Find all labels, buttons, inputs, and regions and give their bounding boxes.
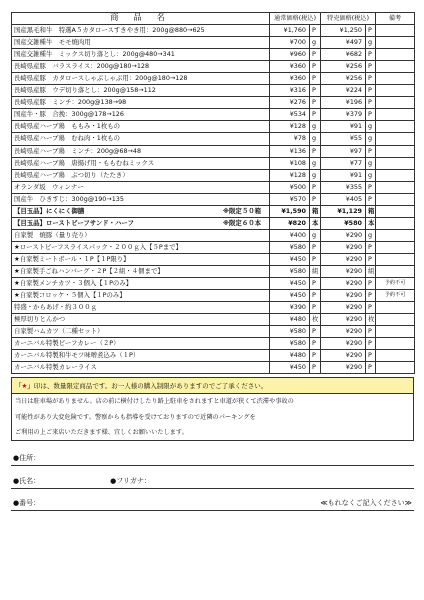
product-name-cell	[12, 217, 270, 229]
product-name-cell	[12, 290, 270, 302]
note-cell	[376, 314, 415, 326]
product-name-cell	[12, 314, 270, 326]
regular-price: ¥500	[270, 181, 310, 193]
product-name-cell	[12, 350, 270, 362]
table-row	[12, 350, 415, 362]
product-name: 長崎県産ハーブ鶏 むね肉・1枚もの	[14, 134, 120, 143]
closing-note: ≪もれなくご記入ください≫	[320, 499, 412, 508]
product-name-cell	[12, 49, 270, 61]
regular-price: ¥580	[270, 338, 310, 350]
special-price: ¥91	[321, 169, 366, 181]
special-price: ¥682	[321, 49, 366, 61]
note-cell	[376, 85, 415, 97]
product-name-cell	[12, 37, 270, 49]
header-regular-price: 通常価格(税込)	[270, 13, 321, 25]
product-name: カーニバル特製和牛モツ味噌煮込み（１P）	[14, 351, 140, 360]
note-cell	[376, 350, 415, 362]
note-cell	[376, 241, 415, 253]
special-price: ¥580	[321, 217, 366, 229]
product-name-cell	[12, 97, 270, 109]
limited-quantity-label: ※限定５０箱	[222, 206, 261, 215]
regular-unit: P	[310, 338, 321, 350]
special-price: ¥290	[321, 350, 366, 362]
special-price: ¥290	[321, 326, 366, 338]
special-unit: P	[366, 25, 376, 37]
product-name: 国産牛・豚 合挽：300g@178→126	[14, 110, 124, 119]
special-price: ¥1,129	[321, 205, 366, 217]
note-cell	[376, 121, 415, 133]
regular-unit: P	[310, 326, 321, 338]
regular-unit: P	[310, 290, 321, 302]
note-cell	[376, 37, 415, 49]
regular-unit: P	[310, 241, 321, 253]
table-row	[12, 25, 415, 37]
regular-unit: P	[310, 97, 321, 109]
table-row	[12, 121, 415, 133]
special-unit: P	[366, 290, 376, 302]
customer-form	[11, 443, 414, 511]
special-unit: P	[366, 253, 376, 265]
regular-unit: P	[310, 85, 321, 97]
regular-unit: P	[310, 302, 321, 314]
product-name: 特盛・からあげ・約３００ｇ	[14, 303, 98, 312]
regular-price: ¥450	[270, 290, 310, 302]
product-name: 自家製ハムカツ（二種セット）	[14, 327, 104, 336]
product-name: 長崎県産ハーブ鶏 ももみ・1枚もの	[14, 122, 120, 131]
regular-price: ¥390	[270, 302, 310, 314]
header-note: 備考	[376, 13, 415, 25]
product-name-cell	[12, 265, 270, 277]
note-cell	[376, 253, 415, 265]
regular-unit: P	[310, 49, 321, 61]
table-row	[12, 49, 415, 61]
product-name-cell	[12, 338, 270, 350]
table-header-row	[12, 13, 415, 25]
regular-price: ¥534	[270, 109, 310, 121]
product-name-cell	[12, 205, 270, 217]
product-name: 長崎県産ハーブ鶏 ミンチ：200g@68→48	[14, 146, 142, 155]
note-cell	[376, 169, 415, 181]
address-label: ●住所：	[13, 454, 41, 463]
regular-price: ¥450	[270, 278, 310, 290]
note-cell	[376, 181, 415, 193]
note-cell: 予約不可	[376, 290, 415, 302]
limited-notice	[12, 378, 414, 394]
regular-price: ¥128	[270, 169, 310, 181]
special-unit: P	[366, 326, 376, 338]
table-row	[12, 338, 415, 350]
special-unit: g	[366, 169, 376, 181]
parking-notice	[12, 394, 414, 441]
table-row	[12, 169, 415, 181]
product-name: 長崎県産豚 ウデ切り落とし：200g@158→112	[14, 86, 156, 95]
product-name: カーニバル特製ビーフカレー（２P）	[14, 339, 120, 348]
special-price: ¥290	[321, 314, 366, 326]
table-row	[12, 109, 415, 121]
product-name-cell	[12, 241, 270, 253]
product-name-cell	[12, 157, 270, 169]
note-cell	[376, 61, 415, 73]
regular-price: ¥960	[270, 49, 310, 61]
regular-price: ¥1,760	[270, 25, 310, 37]
regular-price: ¥1,590	[270, 205, 310, 217]
regular-unit: P	[310, 61, 321, 73]
special-price: ¥290	[321, 265, 366, 277]
product-name: ★自家製メンチカツ・３個入【１Pのみ】	[14, 279, 133, 288]
regular-unit: 本	[310, 217, 321, 229]
special-unit: P	[366, 109, 376, 121]
regular-unit: g	[310, 133, 321, 145]
special-price: ¥77	[321, 157, 366, 169]
note-cell	[376, 157, 415, 169]
regular-unit: P	[310, 362, 321, 374]
address-field[interactable]	[11, 443, 414, 466]
regular-price: ¥580	[270, 241, 310, 253]
regular-unit: g	[310, 157, 321, 169]
regular-unit: g	[310, 229, 321, 241]
note-cell	[376, 73, 415, 85]
note-cell: 予約不可	[376, 278, 415, 290]
special-unit: P	[366, 49, 376, 61]
regular-price: ¥480	[270, 350, 310, 362]
limited-quantity-label: ※限定６０本	[222, 218, 261, 227]
table-row	[12, 217, 415, 229]
special-unit: P	[366, 73, 376, 85]
phone-field[interactable]	[11, 488, 414, 511]
special-unit: g	[366, 121, 376, 133]
regular-price: ¥400	[270, 229, 310, 241]
regular-price: ¥450	[270, 253, 310, 265]
special-unit: P	[366, 181, 376, 193]
special-unit: g	[366, 157, 376, 169]
table-row	[12, 229, 415, 241]
table-row	[12, 145, 415, 157]
special-price: ¥196	[321, 97, 366, 109]
special-unit: g	[366, 133, 376, 145]
special-unit: P	[366, 338, 376, 350]
special-price: ¥290	[321, 290, 366, 302]
regular-unit: g	[310, 169, 321, 181]
limited-notice-text: 印は、数量限定商品です。お一人様の購入制限がありますのでご了承ください。	[33, 382, 268, 391]
special-unit: P	[366, 241, 376, 253]
regular-price: ¥820	[270, 217, 310, 229]
table-row	[12, 157, 415, 169]
product-name: ★自家製ミートボール・１P【１P限り】	[14, 254, 130, 263]
regular-price: ¥136	[270, 145, 310, 157]
product-name-cell	[12, 25, 270, 37]
order-sheet	[11, 12, 414, 511]
regular-unit: 枚	[310, 314, 321, 326]
special-unit: P	[366, 61, 376, 73]
regular-price: ¥316	[270, 85, 310, 97]
special-price: ¥55	[321, 133, 366, 145]
star-mark: 「★」	[15, 382, 34, 391]
product-name: ★自家製コロッケ・５個入【１Pのみ】	[14, 291, 126, 300]
table-row	[12, 61, 415, 73]
name-field[interactable]	[11, 466, 414, 489]
note-cell	[376, 302, 415, 314]
product-name-cell	[12, 61, 270, 73]
table-row	[12, 241, 415, 253]
product-name: 長崎県産豚 バラスライス：200g@180→128	[14, 62, 150, 71]
table-row	[12, 265, 415, 277]
note-cell	[376, 205, 415, 217]
note-cell	[376, 362, 415, 374]
note-cell	[376, 145, 415, 157]
table-row	[12, 205, 415, 217]
regular-unit: P	[310, 25, 321, 37]
product-name-cell	[12, 362, 270, 374]
regular-price: ¥360	[270, 61, 310, 73]
product-name: 国産牛 ひきすじ：300g@190→135	[14, 194, 124, 203]
regular-price: ¥480	[270, 314, 310, 326]
product-name-cell	[12, 326, 270, 338]
product-table	[11, 12, 415, 374]
special-price: ¥290	[321, 362, 366, 374]
table-row	[12, 290, 415, 302]
special-price: ¥379	[321, 109, 366, 121]
regular-price: ¥360	[270, 73, 310, 85]
name-label: ●氏名：	[13, 476, 41, 485]
header-product-name: 商 品 名	[12, 13, 270, 25]
special-price: ¥224	[321, 85, 366, 97]
regular-price: ¥580	[270, 265, 310, 277]
furigana-label: ●フリガナ：	[110, 476, 151, 485]
table-row	[12, 97, 415, 109]
table-row	[12, 193, 415, 205]
special-unit: P	[366, 193, 376, 205]
special-unit: 枚	[366, 314, 376, 326]
product-name-cell	[12, 253, 270, 265]
table-row	[12, 85, 415, 97]
special-price: ¥405	[321, 193, 366, 205]
table-row	[12, 278, 415, 290]
special-unit: g	[366, 37, 376, 49]
product-name: オランダ坂 ウィンナー	[14, 182, 84, 191]
product-name: ★自家製手ごねハンバーグ・２P【２組・４個まで】	[14, 267, 164, 275]
product-name: ★ローストビーフスライスパック・２００ｇ入【５Pまで】	[14, 242, 182, 251]
product-name: 国産黒毛和牛 特選A５カタロースすきやき用：200g@880→625	[14, 26, 205, 35]
regular-price: ¥276	[270, 97, 310, 109]
product-name: 国産交雑種牛 ミックス切り落とし：200g@480→341	[14, 50, 175, 59]
table-row	[12, 314, 415, 326]
special-price: ¥290	[321, 229, 366, 241]
regular-unit: 箱	[310, 205, 321, 217]
note-cell	[376, 97, 415, 109]
product-name-cell	[12, 73, 270, 85]
special-unit: P	[366, 85, 376, 97]
special-price: ¥1,250	[321, 25, 366, 37]
special-unit: 箱	[366, 205, 376, 217]
table-row	[12, 37, 415, 49]
special-unit: 本	[366, 217, 376, 229]
regular-unit: P	[310, 350, 321, 362]
product-name-cell	[12, 169, 270, 181]
regular-price: ¥580	[270, 326, 310, 338]
regular-unit: P	[310, 253, 321, 265]
note-cell	[376, 133, 415, 145]
special-price: ¥290	[321, 241, 366, 253]
regular-unit: P	[310, 278, 321, 290]
note-cell	[376, 229, 415, 241]
product-name: 長崎県産豚 カタロースしゃぶしゃぶ用：200g@180→128	[14, 74, 188, 83]
parking-notice-line-3: ご利用の上ご来店いただきます様、宜しくお願いいたします。	[15, 428, 188, 436]
table-row	[12, 362, 415, 374]
product-name-cell	[12, 85, 270, 97]
special-unit: P	[366, 145, 376, 157]
product-name: 国産交雑種牛 モモ焼肉用	[14, 38, 91, 47]
special-unit: P	[366, 302, 376, 314]
special-price: ¥256	[321, 73, 366, 85]
regular-unit: 組	[310, 265, 321, 277]
product-name: 長崎県産豚 ミンチ：200g@138→98	[14, 98, 127, 107]
table-row	[12, 73, 415, 85]
regular-price: ¥108	[270, 157, 310, 169]
notice-box	[11, 377, 414, 441]
regular-price: ¥78	[270, 133, 310, 145]
table-row	[12, 302, 415, 314]
table-row	[12, 253, 415, 265]
special-price: ¥290	[321, 302, 366, 314]
table-row	[12, 326, 415, 338]
regular-unit: g	[310, 37, 321, 49]
regular-price: ¥570	[270, 193, 310, 205]
special-price: ¥355	[321, 181, 366, 193]
header-special-price: 特売価格(税込)	[321, 13, 376, 25]
product-name-cell	[12, 145, 270, 157]
product-name: 【目玉品】にくにく御膳	[14, 206, 85, 215]
product-name-cell	[12, 133, 270, 145]
product-name-cell	[12, 109, 270, 121]
product-name: 【目玉品】ローストビーフサンド・ハーフ	[14, 218, 134, 227]
regular-unit: g	[310, 121, 321, 133]
product-table-body	[12, 25, 415, 374]
special-price: ¥91	[321, 121, 366, 133]
parking-notice-line-2: 可能性があり大変危険です。警察からも指導を受けておりますので近隣のパーキングを	[15, 413, 256, 421]
product-name-cell	[12, 278, 270, 290]
product-name: 極厚切りとんかつ	[14, 315, 66, 324]
parking-notice-line-1: 当日は駐車場がありません。店の前に横付けしたり路上駐車をされますと車道が狭くて渋滞や事故の	[15, 398, 294, 406]
special-price: ¥290	[321, 253, 366, 265]
note-cell	[376, 193, 415, 205]
product-name: 自家製 焼豚（量り売り）	[14, 230, 91, 239]
special-price: ¥497	[321, 37, 366, 49]
special-price: ¥256	[321, 61, 366, 73]
special-unit: P	[366, 278, 376, 290]
note-cell	[376, 25, 415, 37]
note-cell	[376, 109, 415, 121]
product-name-cell	[12, 181, 270, 193]
regular-unit: P	[310, 181, 321, 193]
special-unit: 組	[366, 265, 376, 277]
product-name-cell	[12, 302, 270, 314]
note-cell	[376, 338, 415, 350]
product-name-cell	[12, 193, 270, 205]
special-price: ¥290	[321, 338, 366, 350]
product-name: 長崎県産ハーブ鶏 唐揚げ用・ももむねミックス	[14, 158, 155, 167]
product-name: カーニバル特製カレーライス	[14, 363, 97, 372]
special-unit: P	[366, 350, 376, 362]
note-cell	[376, 49, 415, 61]
special-unit: P	[366, 362, 376, 374]
note-cell	[376, 326, 415, 338]
special-unit: g	[366, 229, 376, 241]
regular-unit: P	[310, 109, 321, 121]
phone-label: ●番号：	[13, 499, 41, 508]
special-unit: P	[366, 97, 376, 109]
regular-unit: P	[310, 73, 321, 85]
product-name: 長崎県産ハーブ鶏 ぶつ切り（たたき）	[14, 170, 129, 179]
note-cell	[376, 217, 415, 229]
note-cell	[376, 265, 415, 277]
regular-unit: P	[310, 145, 321, 157]
special-price: ¥290	[321, 278, 366, 290]
special-price: ¥97	[321, 145, 366, 157]
product-name-cell	[12, 121, 270, 133]
table-row	[12, 181, 415, 193]
regular-price: ¥128	[270, 121, 310, 133]
product-name-cell	[12, 229, 270, 241]
table-row	[12, 133, 415, 145]
regular-price: ¥450	[270, 362, 310, 374]
regular-unit: P	[310, 193, 321, 205]
regular-price: ¥700	[270, 37, 310, 49]
